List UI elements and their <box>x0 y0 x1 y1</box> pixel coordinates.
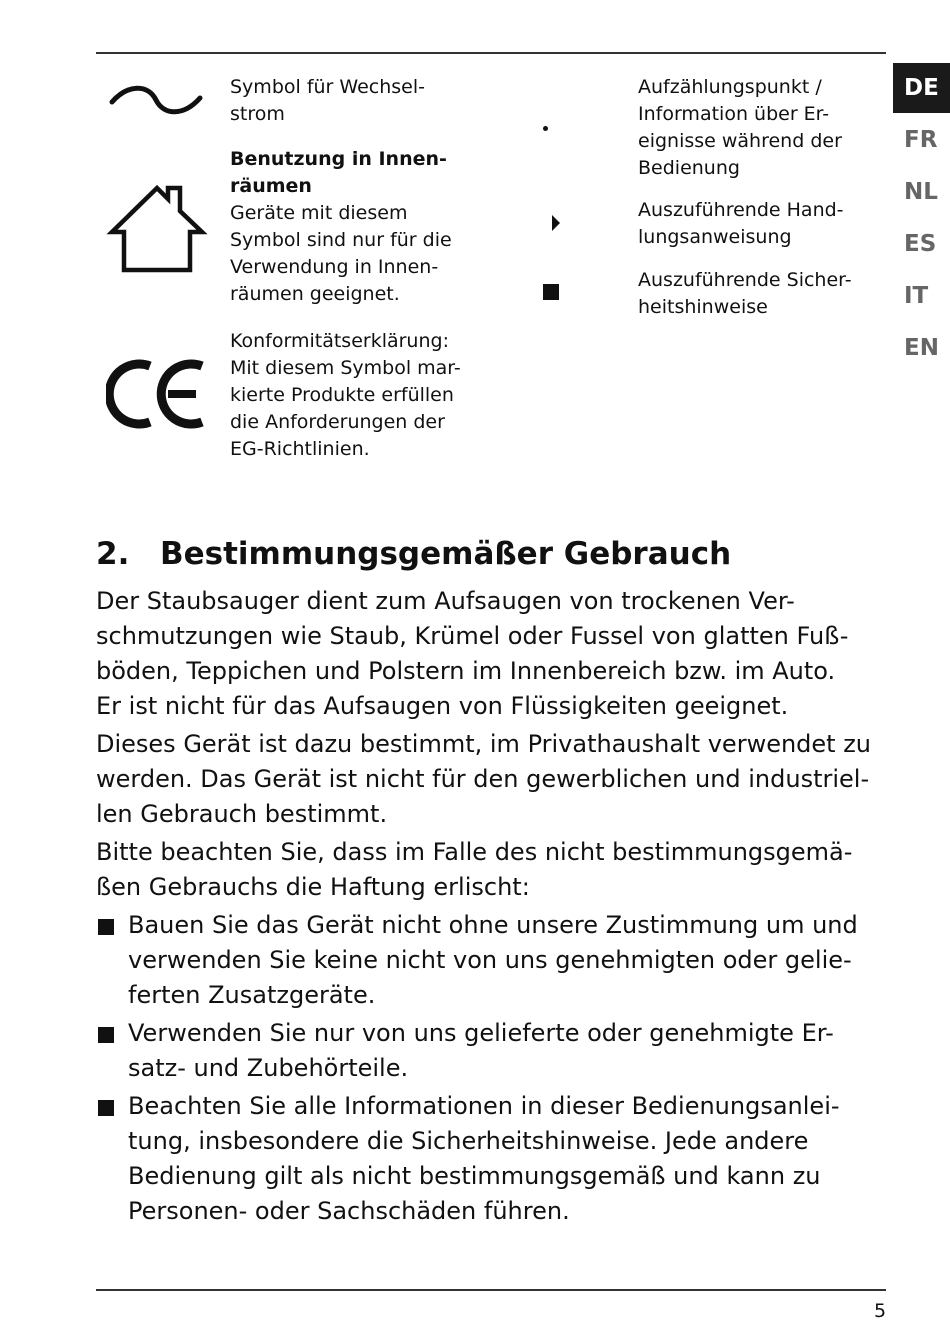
list-item: Verwenden Sie nur von uns gelieferte oder genehmigte Er- satz- und Zubehörteile. <box>96 1016 886 1086</box>
safety-note-text: Auszuführende Sicher- heitshinweise <box>638 269 852 318</box>
indoor-use-heading: Benutzung in Innen- <box>230 148 447 170</box>
square-bullet-icon <box>98 1027 114 1043</box>
lang-tab-nl[interactable]: NL <box>904 179 938 205</box>
lang-tab-fr[interactable]: FR <box>904 127 938 153</box>
lang-tab-it[interactable]: IT <box>904 283 929 309</box>
house-icon <box>106 182 208 274</box>
alternating-current-icon <box>108 80 204 120</box>
lang-tab-de[interactable]: DE <box>893 63 950 113</box>
indoor-use-text: Benutzung in Innen- räumen Geräte mit diesem Symbol sind nur für die Verwendung in Innen- räumen geeignet. <box>230 148 452 305</box>
dot-bullet-icon <box>543 126 548 131</box>
lang-tab-en[interactable]: EN <box>904 335 939 361</box>
list-item: Bauen Sie das Gerät nicht ohne unsere Zustimmung um und verwenden Sie keine nicht von uns genehmigten oder gelie- ferten Zusatzgeräte. <box>96 908 886 1013</box>
triangle-arrow-icon <box>551 214 561 232</box>
square-bullet-icon <box>98 1100 114 1116</box>
square-bullet-icon <box>98 919 114 935</box>
list-item: Beachten Sie alle Informationen in dieser Bedienungsanlei- tung, insbesondere die Sicherheitshinweise. Jede andere Bedienung gilt als nicht bestimmungsgemäß und kann zu Personen- oder Sachschäden führen. <box>96 1089 886 1229</box>
paragraph: Bitte beachten Sie, dass im Falle des nicht bestimmungsgemä- ßen Gebrauchs die Haftung erlischt: <box>96 838 853 901</box>
section-number: 2. <box>96 536 130 572</box>
paragraph: Dieses Gerät ist dazu bestimmt, im Privathaushalt verwendet zu werden. Das Gerät ist nicht für den gewerblichen und industriel- len Gebrauch bestimmt. <box>96 730 872 828</box>
instruction-text: Auszuführende Hand- lungsanweisung <box>638 199 844 248</box>
section-title: Bestimmungsgemäßer Gebrauch <box>160 536 732 572</box>
language-tabs <box>893 63 950 375</box>
bottom-divider <box>96 1289 886 1291</box>
page-number: 5 <box>874 1300 887 1322</box>
top-divider <box>96 52 886 54</box>
paragraph: Der Staubsauger dient zum Aufsaugen von trockenen Ver- schmutzungen wie Staub, Krümel oder Fussel von glatten Fuß- böden, Teppichen und Polstern im Innenbereich bzw. im Auto. Er ist nicht für das Aufsaugen von Flüssigkeiten geeignet. <box>96 587 849 720</box>
section-body <box>96 584 886 1232</box>
ce-conformity-text: Konformitätserklärung: Mit diesem Symbol mar- kierte Produkte erfüllen die Anforderungen der EG-Richtlinien. <box>230 330 461 460</box>
bullet-list <box>96 908 886 1229</box>
ce-mark-icon <box>106 356 210 432</box>
square-bullet-icon <box>543 284 559 300</box>
section-heading <box>96 530 731 578</box>
ac-symbol-text: Symbol für Wechsel- strom <box>230 76 425 125</box>
lang-tab-es[interactable]: ES <box>904 231 937 257</box>
dot-bullet-text: Aufzählungspunkt / Information über Er- eignisse während der Bedienung <box>638 76 842 179</box>
